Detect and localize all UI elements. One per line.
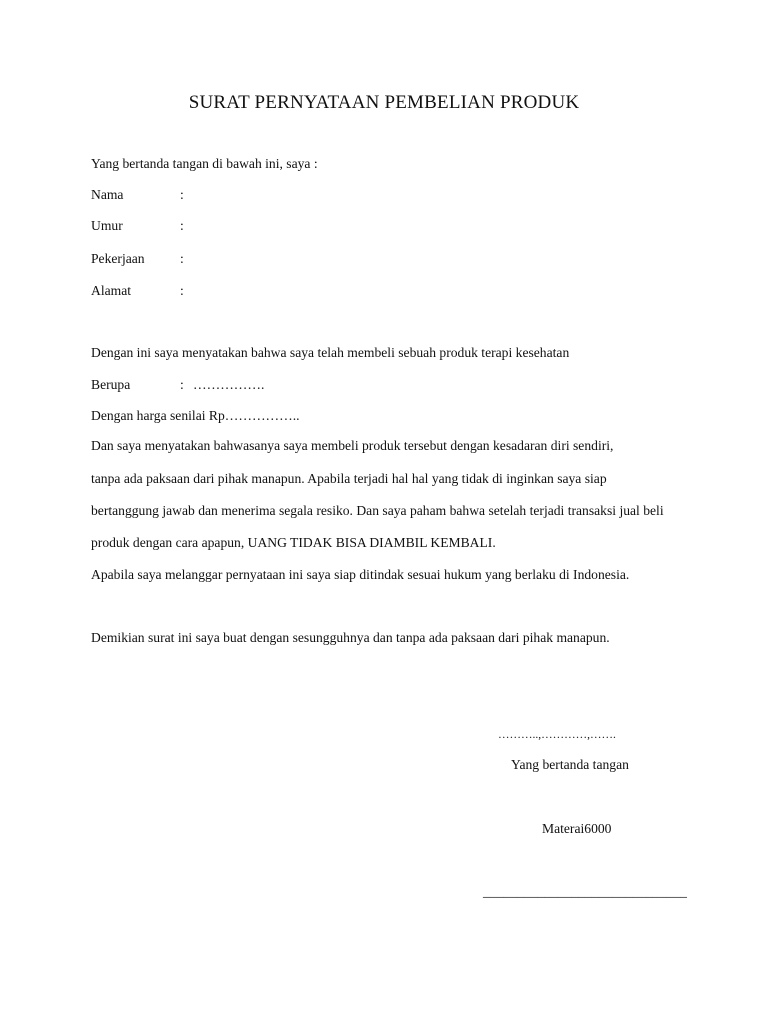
statement-text: Dengan ini saya menyatakan bahwa saya telah membeli sebuah produk terapi kesehatan xyxy=(91,345,570,360)
harga-text: Dengan harga senilai Rp…………….. xyxy=(91,408,300,423)
field-label-umur: Umur xyxy=(91,218,123,233)
signature-place-date: ………..,…………,……. xyxy=(498,729,616,741)
body-line-4: produk dengan cara apapun, UANG TIDAK BISA DIAMBIL KEMBALI. xyxy=(91,535,496,550)
body-line-3: bertanggung jawab dan menerima segala resiko. Dan saya paham bahwa setelah terjadi transaksi jual beli xyxy=(91,503,664,518)
document-title: SURAT PERNYATAAN PEMBELIAN PRODUK xyxy=(188,92,580,113)
body-line-2: tanpa ada paksaan dari pihak manapun. Apabila terjadi hal hal yang tidak di inginkan saya siap xyxy=(91,471,607,486)
field-colon-alamat: : xyxy=(180,283,184,298)
berupa-label: Berupa xyxy=(91,377,131,392)
berupa-colon: : xyxy=(180,377,184,392)
signature-label: Yang bertanda tangan xyxy=(511,757,629,772)
berupa-value: ……………. xyxy=(193,377,265,392)
intro-text: Yang bertanda tangan di bawah ini, saya : xyxy=(91,156,318,171)
stamp-label: Materai6000 xyxy=(542,821,612,836)
field-label-nama: Nama xyxy=(91,187,124,202)
field-colon-nama: : xyxy=(180,187,184,202)
field-colon-umur: : xyxy=(180,218,184,233)
signature-line: ______________________________ xyxy=(483,884,687,899)
closing-text: Demikian surat ini saya buat dengan sesungguhnya dan tanpa ada paksaan dari pihak manapun. xyxy=(91,630,610,645)
field-label-pekerjaan: Pekerjaan xyxy=(91,251,145,266)
field-label-alamat: Alamat xyxy=(91,283,132,298)
field-colon-pekerjaan: : xyxy=(180,251,184,266)
body-line-1: Dan saya menyatakan bahwasanya saya membeli produk tersebut dengan kesadaran diri sendiri, xyxy=(91,438,614,453)
body-line-5: Apabila saya melanggar pernyataan ini saya siap ditindak sesuai hukum yang berlaku di Indonesia. xyxy=(91,567,630,582)
